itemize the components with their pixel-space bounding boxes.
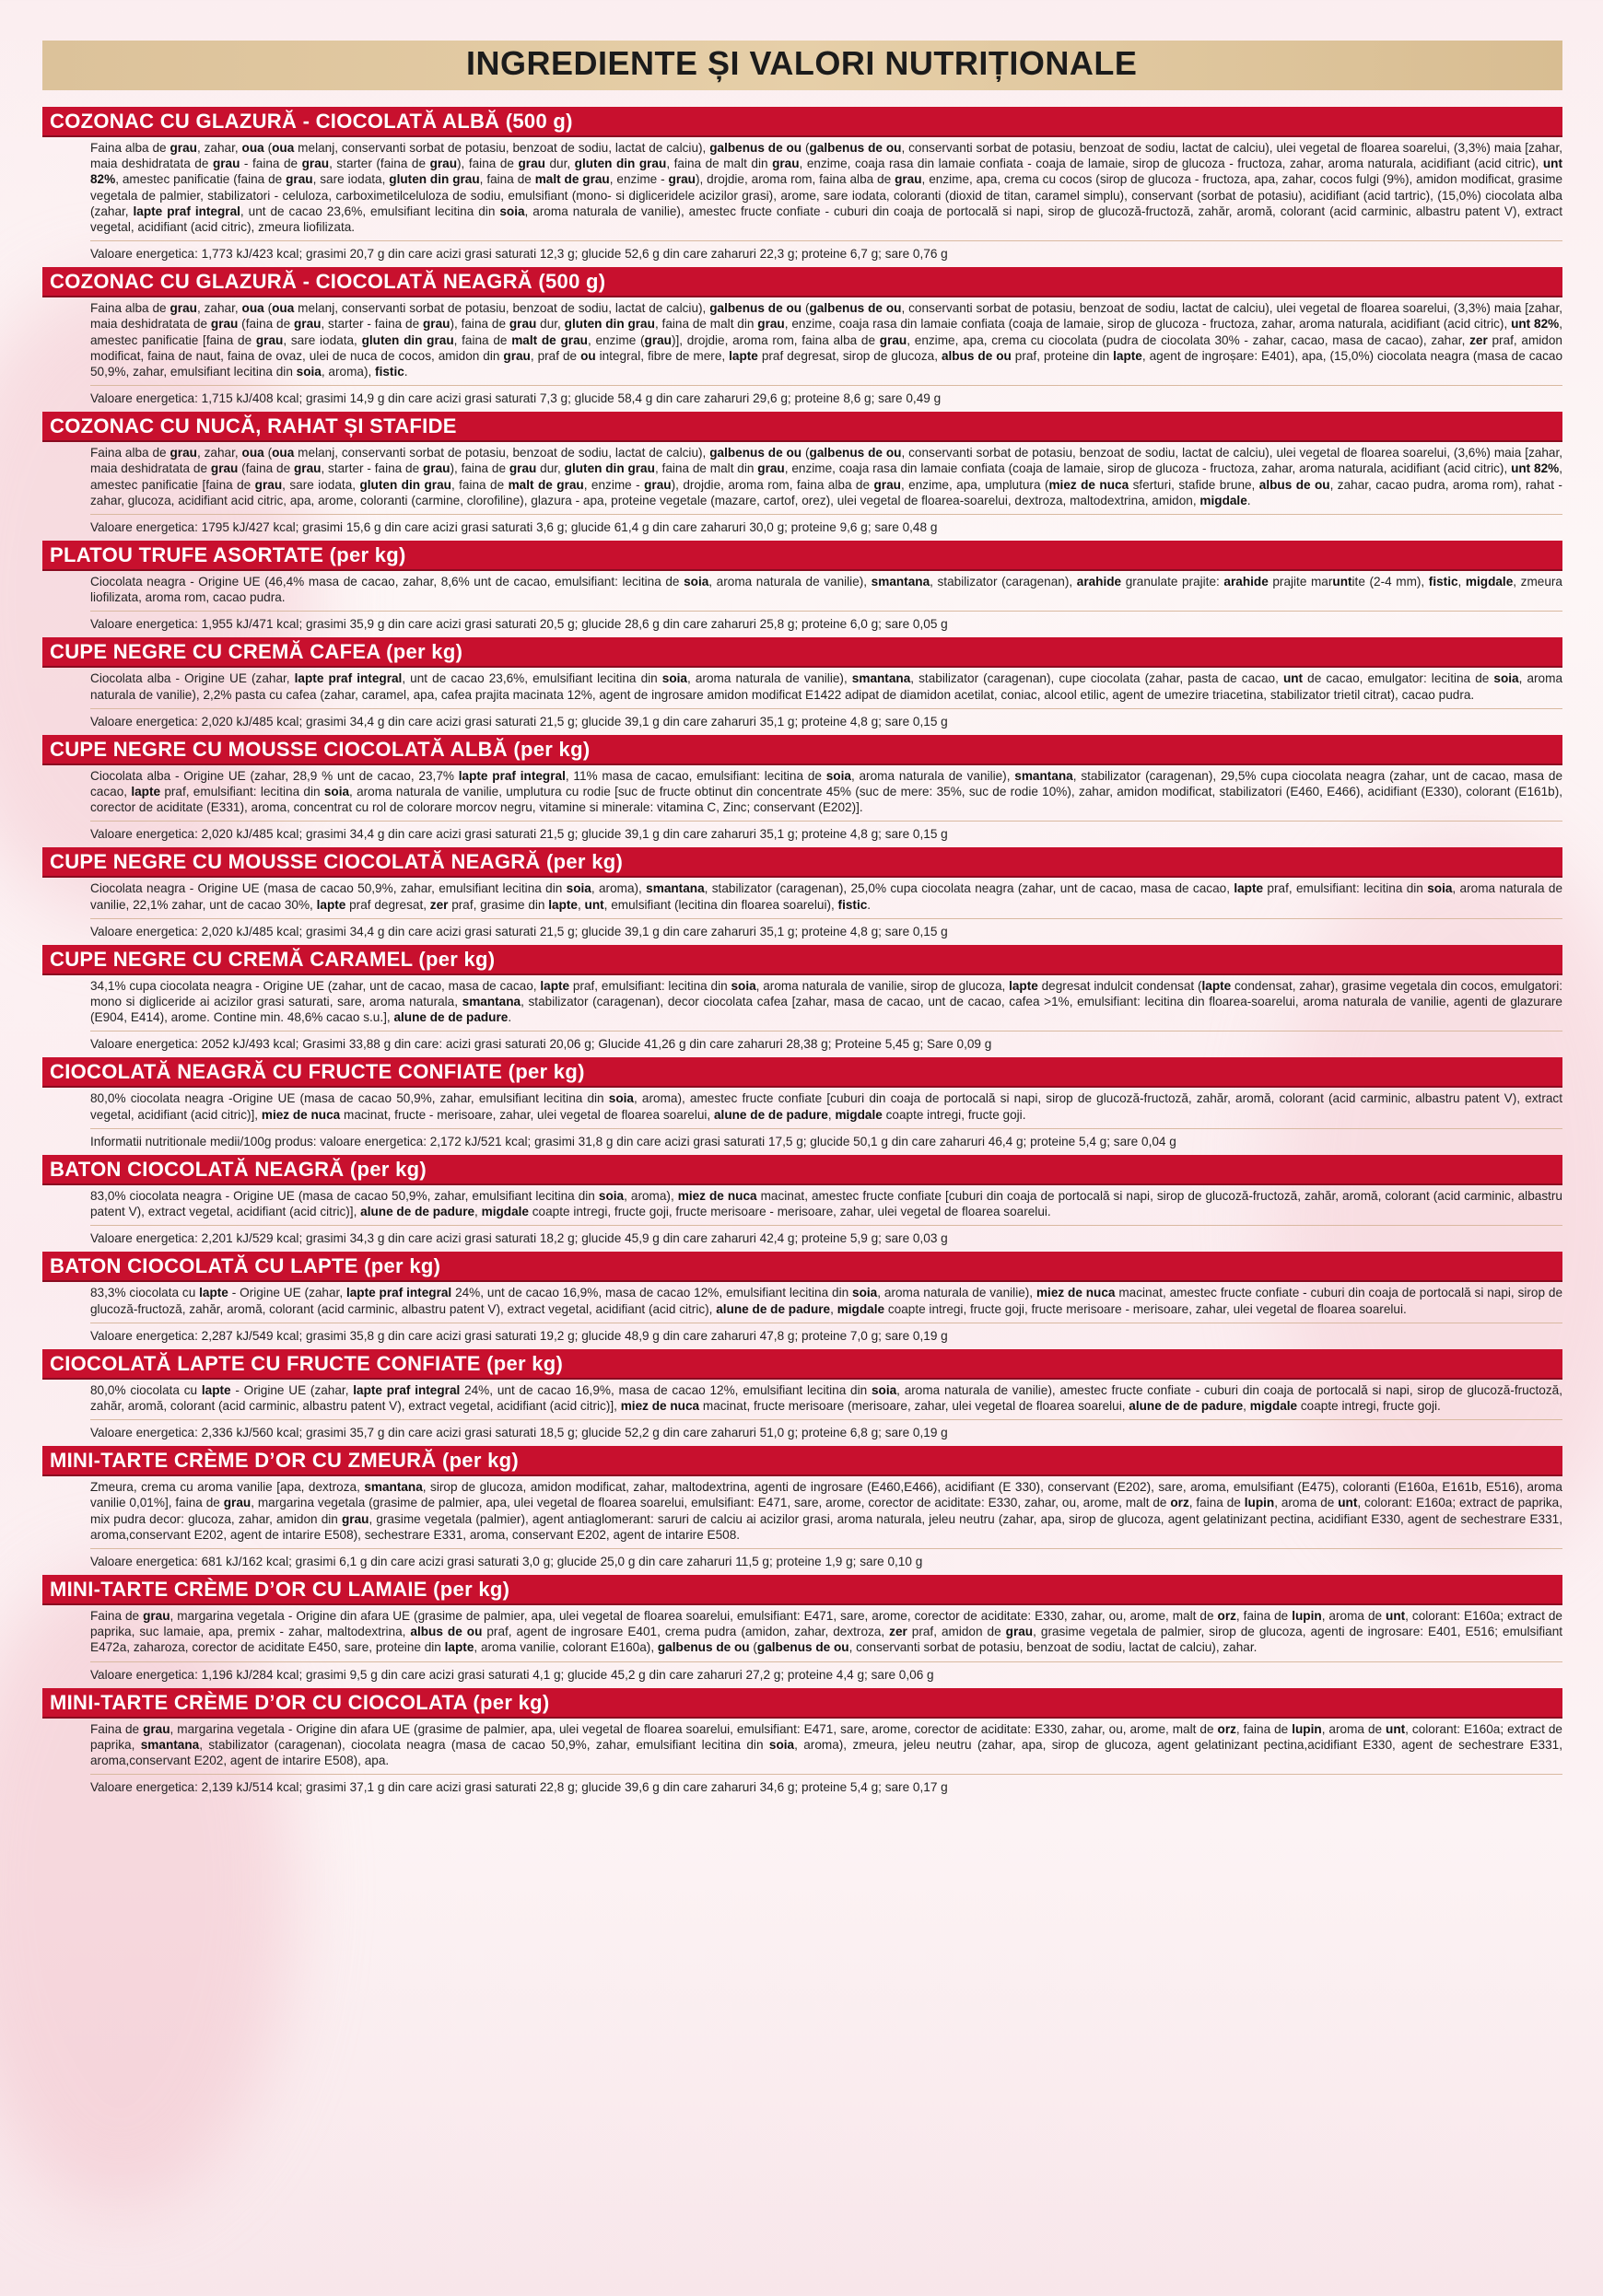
allergen: galbenus de ou <box>657 1640 750 1655</box>
allergen: galbenus de ou <box>709 141 802 155</box>
allergen: grau <box>341 1511 369 1526</box>
allergen: grau <box>757 461 785 476</box>
nutrition-values: Valoare energetica: 1,773 kJ/423 kcal; grasimi 20,7 g din care acizi grasi saturati 12,3 g; glucide 52,6 g din care zaharuri 22,3 g; proteine 6,7 g; sare 0,76 g <box>90 247 948 262</box>
allergen: gluten din grau <box>359 477 451 492</box>
allergen: gluten din grau <box>564 317 655 332</box>
allergen: lapte <box>729 348 758 363</box>
ingredients-text: Faina alba de grau, zahar, oua (oua melanj, conservanti sorbat de potasiu, benzoat de sodiu, lactat de calciu), galbenus de ou (galbenus de ou, conservanti sorbat de potasiu, benzoat de sodiu, lactat de calciu), ulei vegetal de floarea soarelui, (3,3%) maia [zahar, maia deshidratata de grau (faina de grau, starter - faina de grau), faina de grau dur, gluten din grau, faina de malt din grau, enzime, coaja rasa din lamaie confiata (coaja de lamaie, sirop de glucoza - fructoza, zahar, aroma naturala, acidifiant (acid citric), unt 82%, amestec panificatie [faina de grau, sare iodata, gluten din grau, faina de malt de grau, enzime (grau)], drojdie, aroma rom, faina alba de grau, enzime, apa, crema cu ciocolata (pudra de ciocolata 30% - zahar, cacao, masa de cacao), zahar, zer praf, amidon modificat, faina de naut, faina de ovaz, ulei de nuca de cocos, amidon din grau, praf de ou integral, fibre de mere, lapte praf degresat, sirop de glucoza, albus de ou praf, proteine din lapte, agent de ingroșare: E401), apa, (15,0%) ciocolata neagra (masa de cacao 50,9%, zahar, emulsifiant lecitina din soia, aroma), fistic. <box>90 300 1562 386</box>
allergen: oua <box>241 141 264 155</box>
allergen: miez de nuca <box>1036 1286 1116 1300</box>
allergen: lapte <box>1113 348 1142 363</box>
allergen: lapte <box>444 1640 474 1655</box>
allergen: soia <box>731 978 756 993</box>
nutrition-values: Valoare energetica: 2,201 kJ/529 kcal; grasimi 34,3 g din care acizi grasi saturati 18,2 g; glucide 45,9 g din care zaharuri 42,4 g; proteine 5,9 g; sare 0,03 g <box>90 1231 948 1246</box>
ingredients-text: 80,0% ciocolata cu lapte - Origine UE (zahar, lapte praf integral 24%, unt de cacao 16,9%, masa de cacao 12%, emulsifiant lecitina din soia, aroma naturala de vanilie), amestec fructe confiate - cuburi din coaja de portocală si napi, sirop de glucoză-fructoză, zahăr, aromă, colorant (acid carminic, albastru patent V), extract vegetal, acidifiant (acid citric)], miez de nuca macinat, fructe merisoare (merisoare, zahar, ulei vegetal de floarea soarelui, alune de de padure, migdale coapte intregi, fructe goji. <box>90 1382 1562 1420</box>
allergen: soia <box>598 1188 625 1203</box>
product-title: CUPE NEGRE CU MOUSSE CIOCOLATĂ ALBĂ (per kg) <box>42 735 1562 765</box>
allergen: oua <box>272 141 295 155</box>
product-body <box>42 137 1562 267</box>
allergen: lapte praf integral <box>294 671 403 686</box>
product-section <box>42 735 1562 848</box>
allergen: grau <box>170 301 197 316</box>
product-section <box>42 1349 1562 1446</box>
product-section <box>42 1252 1562 1348</box>
product-section <box>42 1688 1562 1801</box>
allergen: grau <box>509 461 537 476</box>
nutrition-values: Valoare energetica: 1,196 kJ/284 kcal; grasimi 9,5 g din care acizi grasi saturati 4,1 g; glucide 45,2 g din care zaharuri 27,2 g; proteine 4,4 g; sare 0,06 g <box>90 1667 934 1682</box>
ingredients-text: Faina de grau, margarina vegetala - Origine din afara UE (grasime de palmier, apa, ulei vegetal de floarea soarelui, emulsifiant: E471, sare, arome, corector de aciditate: E330, zahar, ou, arome, malt de orz, faina de lupin, aroma de unt, colorant: E160a; extract de paprika, smantana, stabilizator (caragenan), ciocolata neagra (masa de cacao 50,9%, zahar, emulsifiant lecitina din soia, aroma), zmeura, jeleu neutru (zahar, apa, sirop de glucoza, agent gelatinizant pectina,acidifiant E330, agent de sechestrare E331, aroma,conservant E202, agent de intarire E508), apa. <box>90 1721 1562 1776</box>
allergen: grau <box>210 317 239 332</box>
allergen: grau <box>143 1608 170 1623</box>
product-section <box>42 637 1562 734</box>
allergen: soia <box>661 671 687 686</box>
allergen: galbenus de ou <box>709 301 802 316</box>
allergen: grau <box>423 317 450 332</box>
allergen: grau <box>509 317 537 332</box>
allergen: malt de grau <box>534 172 610 187</box>
allergen: gluten din grau <box>389 172 480 187</box>
ingredients-text: 83,3% ciocolata cu lapte - Origine UE (zahar, lapte praf integral 24%, unt de cacao 16,9%, masa de cacao 12%, emulsifiant lecitina din soia, aroma naturala de vanilie), miez de nuca macinat, amestec fructe confiate - cuburi din coaja de portocală si napi, sirop de glucoză-fructoză, zahăr, aromă, colorant (acid carminic, albastru patent V), extract vegetal, acidifiant (acid citric), alune de de padure, migdale coapte intregi, fructe goji, fructe merisoare - merisoare, zahar, ulei vegetal de floarea soarelui. <box>90 1285 1562 1323</box>
allergen: alune de de padure <box>716 1301 831 1316</box>
allergen: galbenus de ou <box>756 1640 849 1655</box>
allergen: soia <box>323 785 350 799</box>
allergen: oua <box>241 446 264 460</box>
nutrition-values: Valoare energetica: 681 kJ/162 kcal; grasimi 6,1 g din care acizi grasi saturati 3,0 g; glucide 25,0 g din care zaharuri 11,5 g; proteine 1,9 g; sare 0,10 g <box>90 1554 923 1568</box>
ingredients-text: Faina alba de grau, zahar, oua (oua melanj, conservanti sorbat de potasiu, benzoat de sodiu, lactat de calciu), galbenus de ou (galbenus de ou, conservanti sorbat de potasiu, benzoat de sodiu, lactat de calciu), ulei vegetal de floarea soarelui, (3,6%) maia [zahar, maia deshidratata de grau (faina de grau, starter - faina de grau), faina de grau dur, gluten din grau, faina de malt din grau, enzime, coaja rasa din lamaie confiata (coaja de lamaie, sirop de glucoza - fructoza, zahar, aroma naturala, acidifiant (acid citric), unt 82%, amestec panificatie [faina de grau, sare iodata, gluten din grau, faina de malt de grau, enzime - grau), drojdie, aroma rom, faina alba de grau, enzime, apa, umplutura (miez de nuca sferturi, stafide brune, albus de ou, zahar, cacao pudra, aroma rom), rahat - zahar, glucoza, acidifiant acid citric, apa, arome, coloranti (carmine, clorofiline), glazura - apa, proteine vegetale (mazare, cartof, orez), ulei vegetal de floarea-soarelui, dextroza, maltodextrina, amidon, migdale. <box>90 445 1562 515</box>
product-section <box>42 945 1562 1058</box>
allergen: lupin <box>1292 1608 1322 1623</box>
product-title: CIOCOLATĂ LAPTE CU FRUCTE CONFIATE (per kg) <box>42 1349 1562 1380</box>
product-body <box>42 1380 1562 1446</box>
allergen: miez de nuca <box>677 1188 757 1203</box>
allergen: fistic <box>1428 575 1458 589</box>
allergen: grau <box>212 157 240 171</box>
allergen: ou <box>580 348 596 363</box>
product-title: COZONAC CU GLAZURĂ - CIOCOLATĂ NEAGRĂ (500 g) <box>42 267 1562 297</box>
allergen: arahide <box>1076 575 1122 589</box>
nutrition-values: Valoare energetica: 1795 kJ/427 kcal; grasimi 15,6 g din care acizi grasi saturati 3,6 g; glucide 61,4 g din care zaharuri 30,0 g; proteine 9,6 g; sare 0,48 g <box>90 520 938 535</box>
product-section <box>42 541 1562 637</box>
allergen: malt de grau <box>508 477 584 492</box>
allergen: orz <box>1217 1608 1236 1623</box>
allergen: lapte <box>201 1382 231 1397</box>
allergen: grau <box>254 477 283 492</box>
allergen: grau <box>772 157 800 171</box>
ingredients-text: Faina alba de grau, zahar, oua (oua melanj, conservanti sorbat de potasiu, benzoat de sodiu, lactat de calciu), galbenus de ou (galbenus de ou, conservanti sorbat de potasiu, benzoat de sodiu, lactat de calciu), ulei vegetal de floarea soarelui, (3,3%) maia [zahar, maia deshidratata de grau - faina de grau, starter (faina de grau), faina de grau dur, gluten din grau, faina de malt din grau, enzime, coaja rasa din lamaie confiata - coaja de lamaie, sirop de glucoza - fructoza, zahar, aroma naturala, acidifiant (acid citric), unt 82%, amestec panificatie (faina de grau, sare iodata, gluten din grau, faina de malt de grau, enzime - grau), drojdie, aroma rom, faina alba de grau, enzime, apa, crema cu cocos (sirop de glucoza - fructoza, apa, zahar, cocos fulgi (9%), amidon modificat, grasime vegetala de palmier, stabilizatori - celuloza, carboximetilceluloza de sodiu, emulsifiant (mono- si digliceridele acizilor grasi), arome, sare iodata, coloranti (dioxid de titan, caramel simplu), conservant (sorbat de potasiu), acidifiant (acid tartric), (15,0%) ciocolata alba (zahar, lapte praf integral, unt de cacao 23,6%, emulsifiant lecitina din soia, aroma naturala de vanilie), amestec fructe confiate - cuburi din coaja de portocală si napi, sirop de glucoză-fructoză, zahăr, aromă, colorant (acid carminic, albastru patent V), extract vegetal, acidifiant (acid citric), zmeura liofilizata. <box>90 140 1562 241</box>
product-title: COZONAC CU GLAZURĂ - CIOCOLATĂ ALBĂ (500 g) <box>42 107 1562 137</box>
allergen: migdale <box>481 1205 529 1219</box>
ingredients-text: 34,1% cupa ciocolata neagra - Origine UE (zahar, unt de cacao, masa de cacao, lapte praf, emulsifiant: lecitina din soia, aroma naturala de vanilie, sirop de glucoza, lapte degresat indulcit condensat (lapte condensat, zahar), grasime vegetala din cocos, emulgatori: mono si digliceride ai acizilor grasi saturati, sare, aroma naturala, smantana, stabilizator (caragenan), decor ciocolata cafea [zahar, masa de cacao, unt de cacao, cafea >1%, emulsifiant: lecitina din floarea-soarelui, aroma naturala de vanilie, agenti de glazurare (E904, E414), arome. Contine min. 48,6% cacao s.u.], alune de de padure. <box>90 978 1562 1032</box>
allergen: soia <box>684 575 709 589</box>
nutrition-values: Valoare energetica: 2,020 kJ/485 kcal; grasimi 34,4 g din care acizi grasi saturati 21,5 g; glucide 39,1 g din care zaharuri 35,1 g; proteine 4,8 g; sare 0,15 g <box>90 714 948 728</box>
allergen: arahide <box>1223 575 1269 589</box>
allergen: alune de de padure <box>1129 1398 1244 1413</box>
allergen: lapte <box>1009 978 1038 993</box>
product-title: COZONAC CU NUCĂ, RAHAT ȘI STAFIDE <box>42 412 1562 442</box>
allergen: unt 82% <box>90 157 1562 187</box>
allergen: grau <box>518 157 545 171</box>
product-title: CIOCOLATĂ NEAGRĂ CU FRUCTE CONFIATE (per kg) <box>42 1057 1562 1088</box>
product-title: MINI-TARTE CRÈME D’OR CU ZMEURĂ (per kg) <box>42 1446 1562 1476</box>
nutrition-values: Valoare energetica: 2,139 kJ/514 kcal; grasimi 37,1 g din care acizi grasi saturati 22,8 g; glucide 39,6 g din care zaharuri 34,6 g; proteine 5,4 g; sare 0,17 g <box>90 1780 948 1795</box>
allergen: grau <box>170 141 197 155</box>
allergen: lupin <box>1292 1721 1322 1736</box>
allergen: zer <box>889 1625 907 1639</box>
nutrition-values: Informatii nutritionale medii/100g produs: valoare energetica: 2,172 kJ/521 kcal; grasimi 31,8 g din care acizi grasi saturati 17,5 g; glucide 50,1 g din care zaharuri 46,4 g; proteine 5,4 g; sare 0,04 g <box>90 1134 1176 1148</box>
allergen: grau <box>210 461 239 476</box>
product-title: CUPE NEGRE CU CREMĂ CARAMEL (per kg) <box>42 945 1562 975</box>
allergen: galbenus de ou <box>809 446 902 460</box>
allergen: gluten din grau <box>574 157 667 171</box>
allergen: fistic <box>837 897 868 912</box>
allergen: grau <box>757 317 785 332</box>
allergen: unt 82% <box>1511 317 1560 332</box>
product-section <box>42 1575 1562 1688</box>
product-body <box>42 1719 1562 1801</box>
allergen: grau <box>1005 1625 1034 1639</box>
title-bar <box>42 41 1562 90</box>
ingredients-text: Ciocolata neagra - Origine UE (46,4% masa de cacao, zahar, 8,6% unt de cacao, emulsifiant: lecitina de soia, aroma naturala de vanilie), smantana, stabilizator (caragenan), arahide granulate prajite: arahide prajite maruntite (2-4 mm), fistic, migdale, zmeura liofilizata, aroma rom, cacao pudra. <box>90 574 1562 612</box>
allergen: oua <box>272 301 295 316</box>
allergen: smantana <box>462 995 521 1009</box>
product-body <box>42 1476 1562 1575</box>
allergen: smantana <box>140 1737 200 1752</box>
title-spacer <box>42 90 1562 107</box>
allergen: oua <box>241 301 264 316</box>
product-body <box>42 765 1562 848</box>
allergen: gluten din grau <box>361 332 454 347</box>
allergen: alune de de padure <box>360 1205 475 1219</box>
allergen: unt <box>584 897 604 912</box>
product-section <box>42 412 1562 541</box>
allergen: grau <box>170 446 197 460</box>
ingredients-text: Ciocolata alba - Origine UE (zahar, lapte praf integral, unt de cacao 23,6%, emulsifiant lecitina din soia, aroma naturala de vanilie), smantana, stabilizator (caragenan), cupe ciocolata (zahar, pasta de cacao, unt de cacao, emulgator: lecitina de soia, aroma naturala de vanilie), 2,2% pasta cu cafea (zahar, caramel, apa, cafea prajita macinata 12%, agent de ingrosare amidon modificat E1422 adipat de diamidon acetilat, coniac, alcool etilic, agent de umezire triacetina, stabilizator trietil citrat), cacao pudra. <box>90 670 1562 708</box>
allergen: smantana <box>364 1480 423 1495</box>
allergen: grau <box>895 172 922 187</box>
nutrition-values: Valoare energetica: 1,955 kJ/471 kcal; grasimi 35,9 g din care acizi grasi saturati 20,5 g; glucide 28,6 g din care zaharuri 25,8 g; proteine 6,0 g; sare 0,05 g <box>90 617 948 632</box>
product-body <box>42 297 1562 412</box>
allergen: grau <box>879 332 907 347</box>
allergen: orz <box>1217 1721 1236 1736</box>
product-title: BATON CIOCOLATĂ CU LAPTE (per kg) <box>42 1252 1562 1282</box>
allergen: miez de nuca <box>261 1107 341 1122</box>
allergen: galbenus de ou <box>809 301 902 316</box>
allergen: lapte <box>199 1286 228 1300</box>
ingredients-text: Faina de grau, margarina vegetala - Origine din afara UE (grasime de palmier, apa, ulei vegetal de floarea soarelui, emulsifiant: E471, sare, arome, corector de aciditate: E330, zahar, ou, arome, malt de orz, faina de lupin, aroma de unt, colorant: E160a; extract de paprika, suc lamaie, apa, premix - zahar, maltodextrina, albus de ou praf, agent de ingrosare E401, crema pudra (amidon, zahar, dextroza, zer praf, amidon de grau, grasime vegetala de palmier, sirop de glucoza, agenti de ingrosare: E401, E516; emulsifiant E472a, zaharoza, corector de aciditate E450, sare, proteine din lapte, aroma vanilie, colorant E160a), galbenus de ou (galbenus de ou, conservanti sorbat de potasiu, benzoat de sodiu, lactat de calciu), zahar. <box>90 1608 1562 1662</box>
allergen: fistic <box>375 365 404 379</box>
allergen: soia <box>768 1737 795 1752</box>
product-section <box>42 1155 1562 1252</box>
allergen: lapte praf integral <box>353 1382 461 1397</box>
product-section <box>42 847 1562 944</box>
allergen: gluten din grau <box>564 461 655 476</box>
allergen: zer <box>1469 332 1488 347</box>
allergen: unt <box>1386 1721 1406 1736</box>
allergen: grau <box>255 332 284 347</box>
allergen: grau <box>429 157 458 171</box>
allergen: smantana <box>851 671 911 686</box>
product-body <box>42 1282 1562 1348</box>
allergen: migdale <box>1465 575 1514 589</box>
allergen: migdale <box>837 1301 885 1316</box>
allergen: grau <box>423 461 450 476</box>
ingredients-text: Ciocolata alba - Origine UE (zahar, 28,9 % unt de cacao, 23,7% lapte praf integral, 11% masa de cacao, emulsifiant: lecitina de soia, aroma naturala de vanilie), smantana, stabilizator (caragenan), 29,5% cupa ciocolata neagra (zahar, unt de cacao, masa de cacao, lapte praf, emulsifiant: lecitina din soia, aroma naturala de vanilie, umplutura cu rodie [suc de fructe obtinut din concentrate 45% (suc de mere: 35%, suc de rodie 10%), zahar, amidon modificat, stabilizatori (E460, E466), acidifiant (E330), colorant (E161b), corector de aciditate (E331), aroma, concentrat cu rol de colorare morcov negru, vitamine si minerale: vitamina C, Zinc; conservant (E202)]. <box>90 768 1562 822</box>
allergen: soia <box>608 1091 634 1106</box>
allergen: albus de ou <box>941 348 1012 363</box>
nutrition-values: Valoare energetica: 2052 kJ/493 kcal; Grasimi 33,88 g din care: acizi grasi saturati 20,06 g; Glucide 41,26 g din care zaharuri 28,38 g; Proteine 5,45 g; Sare 0,09 g <box>90 1037 992 1052</box>
allergen: soia <box>825 768 851 783</box>
allergen: grau <box>668 172 696 187</box>
allergen: unt <box>1338 1496 1358 1510</box>
allergen: lapte praf integral <box>458 768 566 783</box>
allergen: grau <box>286 172 313 187</box>
allergen: grau <box>644 477 672 492</box>
product-title: CUPE NEGRE CU MOUSSE CIOCOLATĂ NEAGRĂ (per kg) <box>42 847 1562 878</box>
product-body <box>42 878 1562 944</box>
allergen: lapte praf integral <box>345 1286 452 1300</box>
nutrition-values: Valoare energetica: 2,020 kJ/485 kcal; grasimi 34,4 g din care acizi grasi saturati 21,5 g; glucide 39,1 g din care zaharuri 35,1 g; proteine 4,8 g; sare 0,15 g <box>90 924 948 938</box>
product-body <box>42 1605 1562 1688</box>
nutrition-values: Valoare energetica: 2,287 kJ/549 kcal; grasimi 35,8 g din care acizi grasi saturati 19,2 g; glucide 48,9 g din care zaharuri 47,8 g; proteine 7,0 g; sare 0,19 g <box>90 1328 948 1343</box>
allergen: lapte praf integral <box>133 204 240 218</box>
product-body <box>42 571 1562 637</box>
product-title: PLATOU TRUFE ASORTATE (per kg) <box>42 541 1562 571</box>
nutrition-values: Valoare energetica: 2,336 kJ/560 kcal; grasimi 35,7 g din care acizi grasi saturati 18,5 g; glucide 52,2 g din care zaharuri 51,0 g; proteine 6,8 g; sare 0,19 g <box>90 1426 948 1440</box>
allergen: malt de grau <box>511 332 588 347</box>
allergen: soia <box>296 365 322 379</box>
allergen: albus de ou <box>410 1625 483 1639</box>
allergen: orz <box>1170 1496 1189 1510</box>
product-body <box>42 975 1562 1058</box>
allergen: migdale <box>1249 1398 1298 1413</box>
allergen: soia <box>1493 671 1519 686</box>
ingredients-text: Ciocolata neagra - Origine UE (masa de cacao 50,9%, zahar, emulsifiant lecitina din soia, aroma), smantana, stabilizator (caragenan), 25,0% cupa ciocolata neagra (zahar, unt de cacao, masa de cacao, lapte praf, emulsifiant: lecitina din soia, aroma naturala de vanilie, 22,1% zahar, unt de cacao 30%, lapte praf degresat, zer praf, grasime din lapte, unt, emulsifiant (lecitina din floarea soarelui), fistic. <box>90 880 1562 918</box>
allergen: alune de de padure <box>393 1010 509 1025</box>
product-title: BATON CIOCOLATĂ NEAGRĂ (per kg) <box>42 1155 1562 1185</box>
allergen: lapte <box>1234 881 1264 896</box>
allergen: lapte <box>1201 978 1232 993</box>
product-body <box>42 1185 1562 1252</box>
allergen: smantana <box>646 881 705 896</box>
allergen: zer <box>429 897 449 912</box>
product-section <box>42 267 1562 412</box>
allergen: lapte <box>131 785 161 799</box>
ingredients-text: 80,0% ciocolata neagra -Origine UE (masa de cacao 50,9%, zahar, emulsifiant lecitina din soia, aroma), amestec fructe confiate [cuburi din coaja de portocală si napi, sirop de glucoză-fructoză, zahăr, aromă, colorant (acid carminic, albastru patent V), extract vegetal, acidifiant (acid citric)], miez de nuca macinat, fructe - merisoare, zahar, ulei vegetal de floarea soarelui, alune de de padure, migdale coapte intregi, fructe goji. <box>90 1090 1562 1128</box>
allergen: soia <box>871 1382 897 1397</box>
allergen: galbenus de ou <box>709 446 802 460</box>
allergen: soia <box>852 1286 878 1300</box>
nutrition-values: Valoare energetica: 1,715 kJ/408 kcal; grasimi 14,9 g din care acizi grasi saturati 7,3 g; glucide 58,4 g din care zaharuri 29,6 g; proteine 8,6 g; sare 0,49 g <box>90 391 942 406</box>
allergen: miez de nuca <box>1048 477 1129 492</box>
allergen: soia <box>566 881 591 896</box>
allergen: smantana <box>871 575 930 589</box>
allergen: grau <box>143 1721 170 1736</box>
allergen: grau <box>293 461 322 476</box>
allergen: grau <box>873 477 901 492</box>
allergen: albus de ou <box>1258 477 1330 492</box>
product-title: CUPE NEGRE CU CREMĂ CAFEA (per kg) <box>42 637 1562 668</box>
nutrition-values: Valoare energetica: 2,020 kJ/485 kcal; grasimi 34,4 g din care acizi grasi saturati 21,5 g; glucide 39,1 g din care zaharuri 35,1 g; proteine 4,8 g; sare 0,15 g <box>90 827 948 842</box>
allergen: migdale <box>835 1107 883 1122</box>
allergen: lapte <box>316 897 346 912</box>
allergen: galbenus de ou <box>809 141 902 155</box>
product-title: MINI-TARTE CRÈME D’OR CU LAMAIE (per kg) <box>42 1575 1562 1605</box>
product-section <box>42 1446 1562 1575</box>
allergen: grau <box>293 317 322 332</box>
product-body <box>42 442 1562 541</box>
allergen: unt <box>1386 1608 1406 1623</box>
allergen: grau <box>503 348 531 363</box>
allergen: grau <box>223 1496 252 1510</box>
allergen: miez de nuca <box>620 1398 700 1413</box>
allergen: migdale <box>1199 493 1247 507</box>
product-body <box>42 668 1562 734</box>
allergen: unt 82% <box>1511 461 1560 476</box>
allergen: alune de de padure <box>713 1107 828 1122</box>
allergen: unt <box>1282 671 1304 686</box>
allergen: lapte <box>548 897 578 912</box>
ingredients-text: 83,0% ciocolata neagra - Origine UE (masa de cacao 50,9%, zahar, emulsifiant lecitina din soia, aroma), miez de nuca macinat, amestec fructe confiate [cuburi din coaja de portocală si napi, sirop de glucoză-fructoză, zahăr, aromă, colorant (acid carminic, albastru patent V), extract vegetal, acidifiant (acid citric)], alune de de padure, migdale coapte intregi, fructe goji, fructe merisoare - merisoare, zahar, ulei vegetal de floarea soarelui. <box>90 1188 1562 1226</box>
sections-list <box>42 107 1562 1801</box>
allergen: lapte <box>540 978 570 993</box>
ingredients-text: Zmeura, crema cu aroma vanilie [apa, dextroza, smantana, sirop de glucoza, amidon modificat, zahar, maltodextrina, agenti de ingrosare (E460,E466), acidifiant (E 330), conservant (E202), sare, aroma, emulsifiant (E475), coloranti (E160a, E161b, E516), aroma vanilie 0,01%], faina de grau, margarina vegetala (grasime de palmier, apa, ulei vegetal de floarea soarelui, emulsifiant: E471, sare, arome, corector de aciditate: E330, zahar, ou, arome, malt de orz, faina de lupin, aroma de unt, colorant: E160a; extract de paprika, mix pudra decor: glucoza, zahar, amidon din grau, grasime vegetala (palmier), agent antiaglomerant: saruri de calciu ai acizilor grasi, aroma naturala, jeleu neutru (zahar, apa, sirop de glucoza, agent gelatinizant pectina, acidifiant E330, agent de sechestrare E331, aroma,conservant E202, agent de intarire E508), sechestrare E331, aroma, conservant E202, agent de intarire E508. <box>90 1479 1562 1549</box>
allergen: grau <box>301 157 330 171</box>
allergen: smantana <box>1014 768 1073 783</box>
product-section <box>42 1057 1562 1154</box>
product-section <box>42 107 1562 267</box>
product-body <box>42 1088 1562 1154</box>
allergen: soia <box>499 204 525 218</box>
page-title: INGREDIENTE ȘI VALORI NUTRIȚIONALE <box>466 44 1138 82</box>
allergen: unt <box>1332 575 1352 589</box>
product-title: MINI-TARTE CRÈME D’OR CU CIOCOLATA (per kg) <box>42 1688 1562 1719</box>
allergen: soia <box>1427 881 1453 896</box>
allergen: lupin <box>1244 1496 1275 1510</box>
allergen: oua <box>272 446 295 460</box>
allergen: grau <box>644 332 672 347</box>
nutrition-sheet <box>42 41 1562 1801</box>
